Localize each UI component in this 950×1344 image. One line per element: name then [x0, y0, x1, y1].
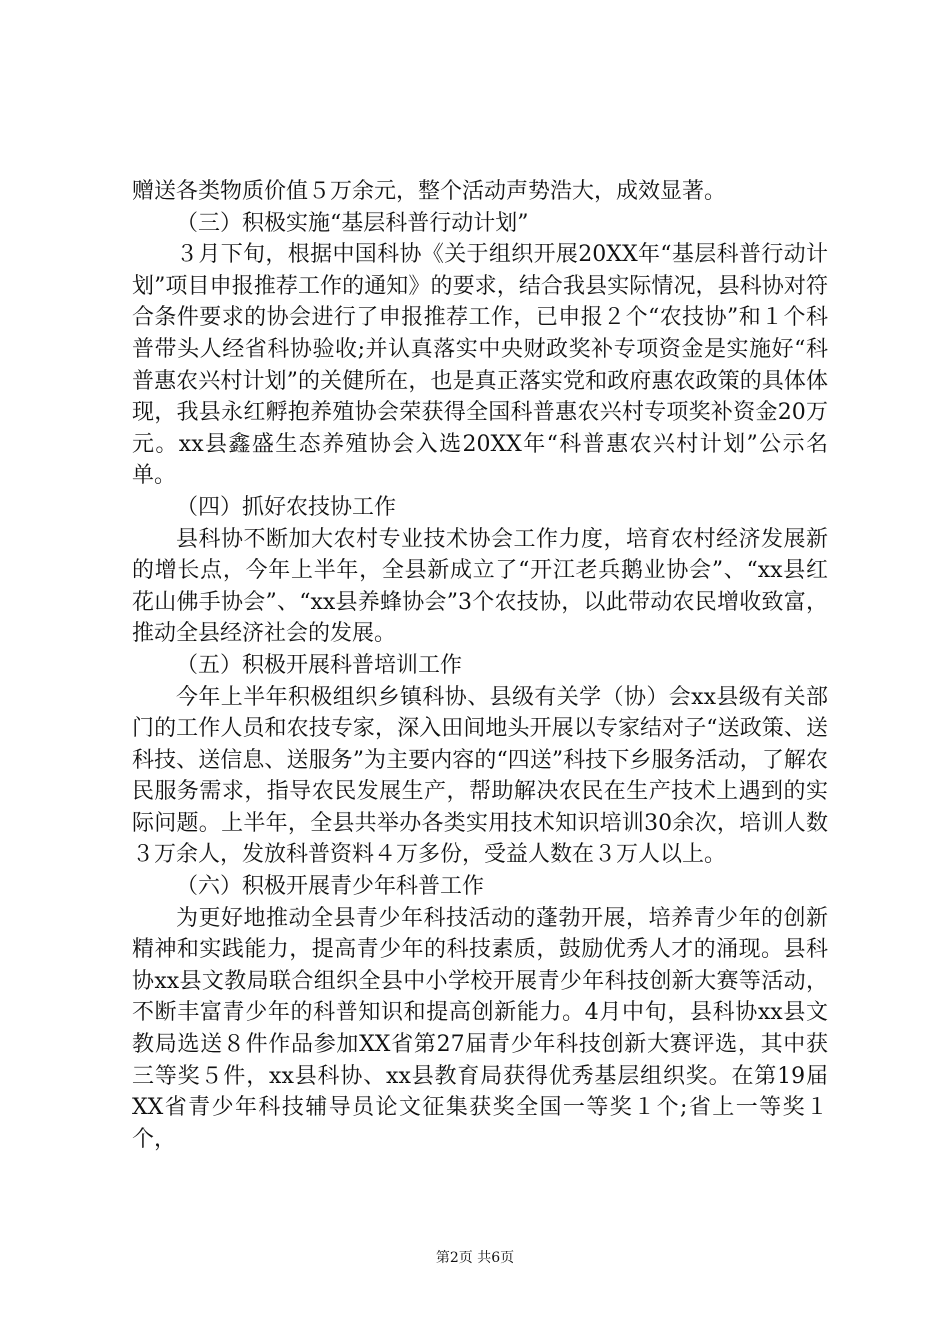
body-paragraph: 赠送各类物质价值５万余元，整个活动声势浩大，成效显著。 — [132, 179, 727, 204]
page-footer: 第2页 共6页 — [435, 1250, 515, 1266]
body-paragraph: 为更好地推动全县青少年科技活动的蓬勃开展，培养青少年的创新精神和实践能力，提高青少年的科技素质，鼓励优秀人才的涌现。县科协xx县文教局联合组织全县中小学校开展青少年科技创新大赛等活动，不断丰富青少年的科普知识和提高创新能力。4月中旬，县科协xx县文教局选送８件作品参加XX省第27届青少年科技创新大赛评选，其中获三等奖５件，xx县科协、xx县教育局获得优秀基层组织奖。在第19届XX省青少年科技辅导员论文征集获奖全国一等奖１个;省上一等奖１个， — [132, 905, 828, 1152]
section-heading: （三）积极实施“基层科普行动计划” — [176, 210, 529, 236]
body-paragraph: 今年上半年积极组织乡镇科协、县级有关学（协）会xx县级有关部门的工作人员和农技专家，深入田间地头开展以专家结对子“送政策、送科技、送信息、送服务”为主要内容的“四送”科技下乡服务活动，了解农民服务需求，指导农民发展生产，帮助解决农民在生产技术上遇到的实际问题。上半年，全县共举办各类实用技术知识培训30余次，培训人数３万余人，发放科普资料４万多份，受益人数在３万人以上。 — [132, 684, 828, 868]
section-heading: （六）积极开展青少年科普工作 — [176, 874, 485, 900]
section-heading: （五）积极开展科普培训工作 — [176, 652, 463, 678]
document-body — [132, 176, 828, 1155]
body-paragraph: 县科协不断加大农村专业技术协会工作力度，培育农村经济发展新的增长点，今年上半年，全县新成立了“开江老兵鹅业协会”、“xx县红花山佛手协会”、“xx县养蜂协会”3个农技协，以此带动农民增收致富，推动全县经济社会的发展。 — [132, 526, 828, 647]
body-paragraph: ３月下旬，根据中国科协《关于组织开展20XX年“基层科普行动计划”项目申报推荐工作的通知》的要求，结合我县实际情况，县科协对符合条件要求的协会进行了申报推荐工作，已申报２个“农技协”和１个科普带头人经省科协验收;并认真落实中央财政奖补专项资金是实施好“科普惠农兴村计划”的关健所在，也是真正落实党和政府惠农政策的具体体现，我县永红孵抱养殖协会荣获得全国科普惠农兴村专项奖补资金20万元。xx县鑫盛生态养殖协会入选20XX年“科普惠农兴村计划”公示名单。 — [132, 242, 828, 489]
section-heading: （四）抓好农技协工作 — [176, 494, 397, 520]
